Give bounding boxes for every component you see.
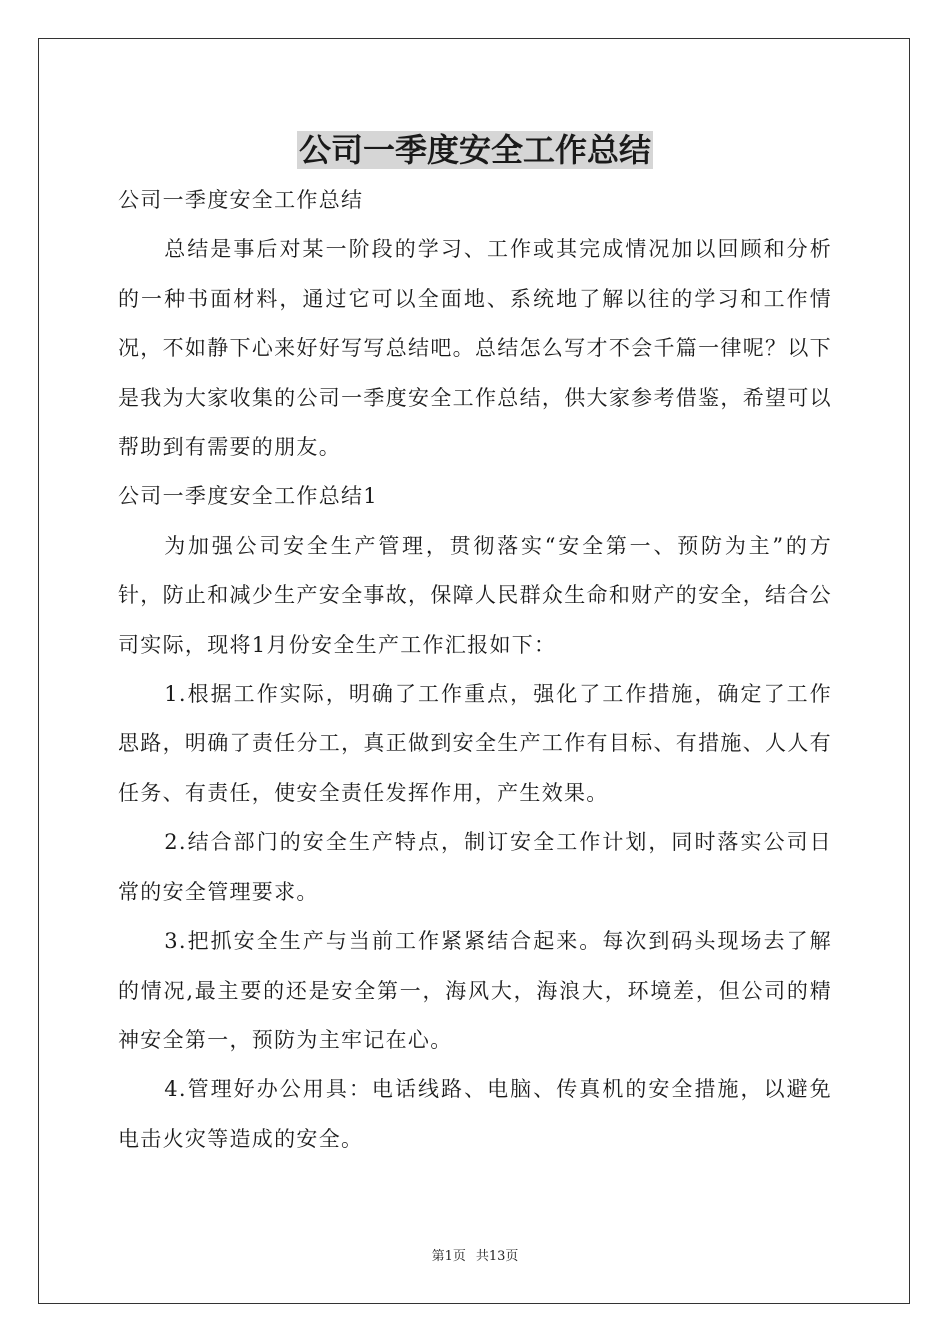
section-paragraph: 4.管理好办公用具：电话线路、电脑、传真机的安全措施，以避免电击火灾等造成的安全。 xyxy=(118,1077,832,1151)
document-title-text: 公司一季度安全工作总结 xyxy=(298,131,651,169)
document-title xyxy=(0,126,950,174)
page-total: 共13页 xyxy=(475,1249,519,1264)
document-body xyxy=(118,176,832,1164)
document-subtitle: 公司一季度安全工作总结 xyxy=(118,188,364,212)
section-heading: 公司一季度安全工作总结1 xyxy=(118,484,378,509)
intro-paragraph: 总结是事后对某一阶段的学习、工作或其完成情况加以回顾和分析的一种书面材料，通过它可以全面地、系统地了解以往的学习和工作情况，不如静下心来好好写写总结吧。总结怎么写才不会千篇一律呢？以下是我为大家收集的公司一季度安全工作总结，供大家参考借鉴，希望可以帮助到有需要的朋友。 xyxy=(118,237,832,460)
section-paragraph: 3.把抓安全生产与当前工作紧紧结合起来。每次到码头现场去了解的情况,最主要的还是安全第一，海风大，海浪大，环境差，但公司的精神安全第一，预防为主牢记在心。 xyxy=(118,929,832,1052)
section-paragraph: 1.根据工作实际，明确了工作重点，强化了工作措施，确定了工作思路，明确了责任分工，真正做到安全生产工作有目标、有措施、人人有任务、有责任，使安全责任发挥作用，产生效果。 xyxy=(118,682,832,805)
page-number: 第1页 xyxy=(431,1249,466,1264)
section-paragraph: 为加强公司安全生产管理，贯彻落实“安全第一、预防为主”的方针，防止和减少生产安全事故，保障人民群众生命和财产的安全，结合公司实际，现将1月份安全生产工作汇报如下： xyxy=(118,533,832,657)
section-paragraph: 2.结合部门的安全生产特点，制订安全工作计划，同时落实公司日常的安全管理要求。 xyxy=(118,830,832,904)
page-footer xyxy=(0,1248,950,1266)
